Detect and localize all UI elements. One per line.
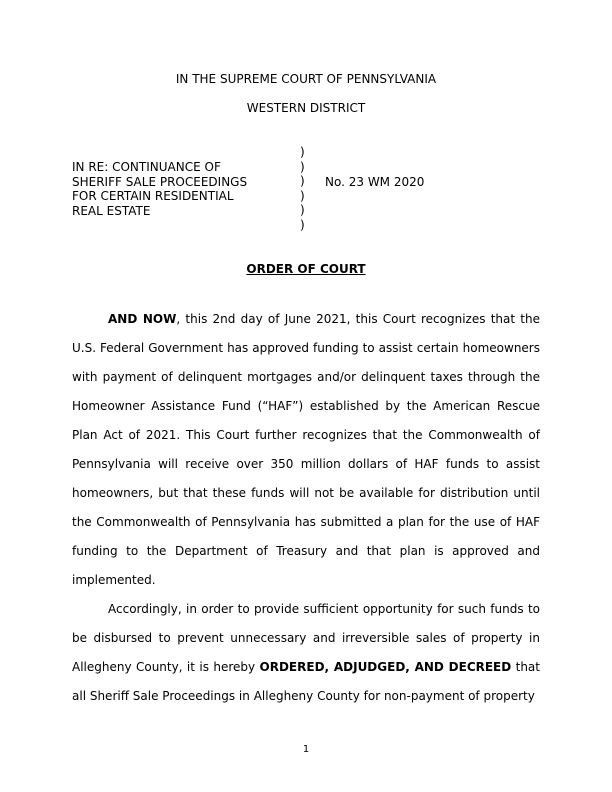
caption-line: FOR CERTAIN RESIDENTIAL bbox=[72, 189, 234, 204]
paragraph-2-emphasis: ORDERED, ADJUDGED, AND DECREED bbox=[259, 660, 512, 674]
caption-parentheses: ) ) ) ) ) ) bbox=[300, 145, 305, 232]
caption-line: IN RE: CONTINUANCE OF bbox=[72, 160, 221, 174]
case-number: No. 23 WM 2020 bbox=[325, 175, 425, 189]
paragraph-1 bbox=[72, 305, 540, 595]
paragraph-1-lead: AND NOW bbox=[108, 312, 177, 326]
paragraph-2 bbox=[72, 595, 540, 711]
paragraph-2-text-after: that all Sheriff Sale Proceedings in Allegheny County for non-payment of property bbox=[72, 660, 540, 703]
caption-line: REAL ESTATE bbox=[72, 203, 151, 218]
order-body bbox=[72, 305, 540, 711]
order-title bbox=[0, 262, 612, 276]
case-caption bbox=[72, 160, 247, 218]
court-name: IN THE SUPREME COURT OF PENNSYLVANIA bbox=[175, 72, 437, 86]
order-title-text: ORDER OF COURT bbox=[246, 262, 366, 276]
paragraph-1-text: , this 2nd day of June 2021, this Court recognizes that the U.S. Federal Government has approved funding to assist certain homeowners with payment of delinquent mortgages and/or delinquent taxes through the Homeowner Assistance Fund (“HAF”) established by the American Rescue Plan Act of 2021. This Court further recognizes that the Commonwealth of Pennsylvania will receive over 350 million dollars of HAF funds to assist homeowners, but that these funds will not be available for distribution until the Commonwealth of Pennsylvania has submitted a plan for the use of HAF funding to the Department of Treasury and that plan is approved and implemented. bbox=[72, 312, 541, 587]
page-number: 1 bbox=[302, 744, 310, 755]
paragraph-2-text-before: Accordingly, in order to provide sufficient opportunity for such funds to be disbursed to prevent unnecessary and irreversible sales of property in Allegheny County, it is hereby bbox=[72, 602, 540, 674]
district-name: WESTERN DISTRICT bbox=[246, 101, 366, 115]
caption-line: SHERIFF SALE PROCEEDINGS bbox=[72, 174, 248, 189]
